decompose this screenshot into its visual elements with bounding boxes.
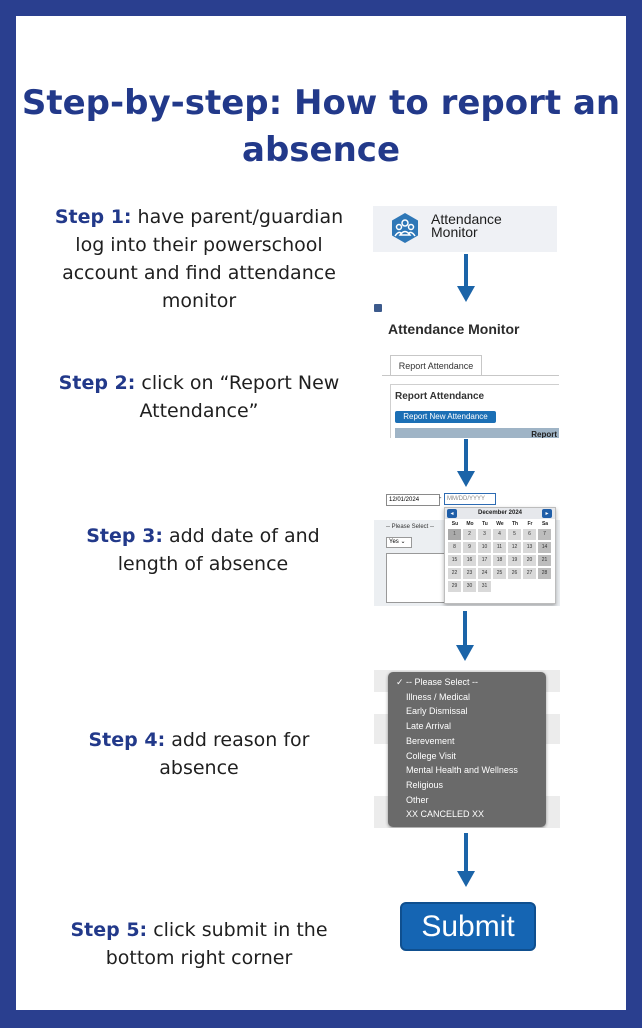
calendar-day[interactable]: 12: [508, 542, 521, 553]
attendance-monitor-screen: [373, 304, 559, 438]
calendar-day[interactable]: 27: [523, 568, 536, 579]
calendar-day[interactable]: 11: [493, 542, 506, 553]
calendar-popup: [444, 507, 556, 604]
calendar-day[interactable]: 9: [463, 542, 476, 553]
weekday-label: Fr: [527, 521, 533, 527]
step-4-text: [54, 726, 344, 782]
people-group-icon: [390, 212, 420, 244]
calendar-day[interactable]: 24: [478, 568, 491, 579]
arrow-down-icon: [455, 439, 477, 489]
app-name: [431, 213, 541, 239]
prev-month-icon[interactable]: ◂: [447, 509, 457, 518]
calendar-day[interactable]: 3: [478, 529, 491, 540]
corner-marker: [374, 304, 382, 312]
reason-menu: [388, 672, 546, 827]
calendar-day[interactable]: 17: [478, 555, 491, 566]
step-2-label: Step 2:: [58, 372, 136, 394]
calendar-day[interactable]: 14: [538, 542, 551, 553]
app-name-line-1: Attendance: [431, 211, 502, 227]
menu-option[interactable]: Mental Health and Wellness: [406, 765, 518, 776]
calendar-day[interactable]: 18: [493, 555, 506, 566]
yes-select-value: Yes: [389, 539, 399, 545]
weekday-label: Su: [451, 521, 459, 527]
calendar-day[interactable]: 30: [463, 581, 476, 592]
arrow-down-icon: [454, 611, 476, 663]
calendar-day[interactable]: 19: [508, 555, 521, 566]
report-new-attendance-button[interactable]: Report New Attendance: [395, 411, 496, 423]
step-4-body: add reason for absence: [159, 729, 310, 779]
yes-select[interactable]: [386, 537, 412, 548]
menu-option[interactable]: Religious: [406, 779, 444, 790]
page-title: Step-by-step: How to report an absence: [21, 83, 621, 170]
step-1-label: Step 1:: [54, 206, 132, 228]
calendar-day[interactable]: 1: [448, 529, 461, 540]
submit-button[interactable]: Submit: [400, 902, 536, 951]
step-1-body: have parent/guardian log into their powerschool account and find attendance monitor: [62, 206, 344, 312]
tab-report-attendance[interactable]: Report Attendance: [390, 355, 482, 376]
end-date-input[interactable]: MM/DD/YYYY: [444, 493, 496, 505]
calendar-day[interactable]: 25: [493, 568, 506, 579]
menu-option[interactable]: Late Arrival: [406, 721, 452, 732]
calendar-day[interactable]: 6: [523, 529, 536, 540]
weekday-label: Sa: [541, 521, 549, 527]
step-3-text: [58, 522, 348, 578]
chevron-down-icon: ⌄: [400, 539, 406, 545]
calendar-day[interactable]: 16: [463, 555, 476, 566]
step-5-label: Step 5:: [70, 919, 148, 941]
calendar-day[interactable]: 8: [448, 542, 461, 553]
step-3-label: Step 3:: [86, 525, 163, 547]
calendar-month: December 2024: [477, 510, 523, 516]
step-5-body: click submit in the bottom right corner: [105, 919, 328, 969]
menu-option[interactable]: College Visit: [406, 750, 456, 761]
next-month-icon[interactable]: ▸: [542, 509, 552, 518]
weekday-label: Th: [511, 521, 519, 527]
step-1-text: [54, 203, 344, 315]
step-4-label: Step 4:: [88, 729, 166, 751]
calendar-day[interactable]: 26: [508, 568, 521, 579]
calendar-day[interactable]: 31: [478, 581, 491, 592]
arrow-down-icon: [455, 833, 477, 889]
panel-title: Report Attendance: [395, 391, 485, 402]
comment-textarea[interactable]: [386, 553, 448, 603]
calendar-day[interactable]: 5: [508, 529, 521, 540]
step-5-text: [54, 916, 344, 972]
screen-header: Attendance Monitor: [388, 321, 520, 337]
calendar-day[interactable]: 29: [448, 581, 461, 592]
calendar-day[interactable]: 20: [523, 555, 536, 566]
calendar-day[interactable]: 23: [463, 568, 476, 579]
calendar-day[interactable]: 4: [493, 529, 506, 540]
tab-divider: [382, 375, 559, 376]
date-picker-screen: [374, 490, 560, 606]
menu-option[interactable]: Berevement: [406, 735, 455, 746]
step-3-body: add date of and length of absence: [117, 525, 320, 575]
date-separator: -: [439, 494, 442, 502]
weekday-label: We: [496, 521, 504, 527]
arrow-down-icon: [455, 254, 477, 304]
app-name-line-2: Monitor: [431, 224, 478, 240]
step-2-body: click on “Report New Attendance”: [135, 372, 340, 422]
calendar-day[interactable]: 28: [538, 568, 551, 579]
menu-option[interactable]: Illness / Medical: [406, 691, 471, 702]
calendar-day[interactable]: 10: [478, 542, 491, 553]
calendar-day[interactable]: 2: [463, 529, 476, 540]
length-select[interactable]: -- Please Select --: [386, 524, 435, 530]
menu-option[interactable]: Early Dismissal: [406, 706, 468, 717]
menu-option[interactable]: XX CANCELED XX: [406, 809, 485, 820]
calendar-day[interactable]: 21: [538, 555, 551, 566]
calendar-day[interactable]: 22: [448, 568, 461, 579]
attendance-monitor-app-tile[interactable]: [373, 206, 557, 252]
weekday-label: Tu: [482, 521, 488, 527]
step-2-text: [54, 369, 344, 425]
menu-option[interactable]: Other: [406, 794, 429, 805]
start-date-input[interactable]: 12/01/2024: [386, 494, 440, 506]
calendar-day[interactable]: 15: [448, 555, 461, 566]
table-header-label: Report: [531, 430, 557, 438]
reason-dropdown-screen: [374, 670, 560, 828]
calendar-day[interactable]: 7: [538, 529, 551, 540]
menu-option-placeholder[interactable]: -- Please Select --: [406, 677, 479, 687]
calendar-day[interactable]: 13: [523, 542, 536, 553]
checkmark-icon: ✓: [396, 678, 404, 688]
weekday-label: Mo: [466, 521, 474, 527]
